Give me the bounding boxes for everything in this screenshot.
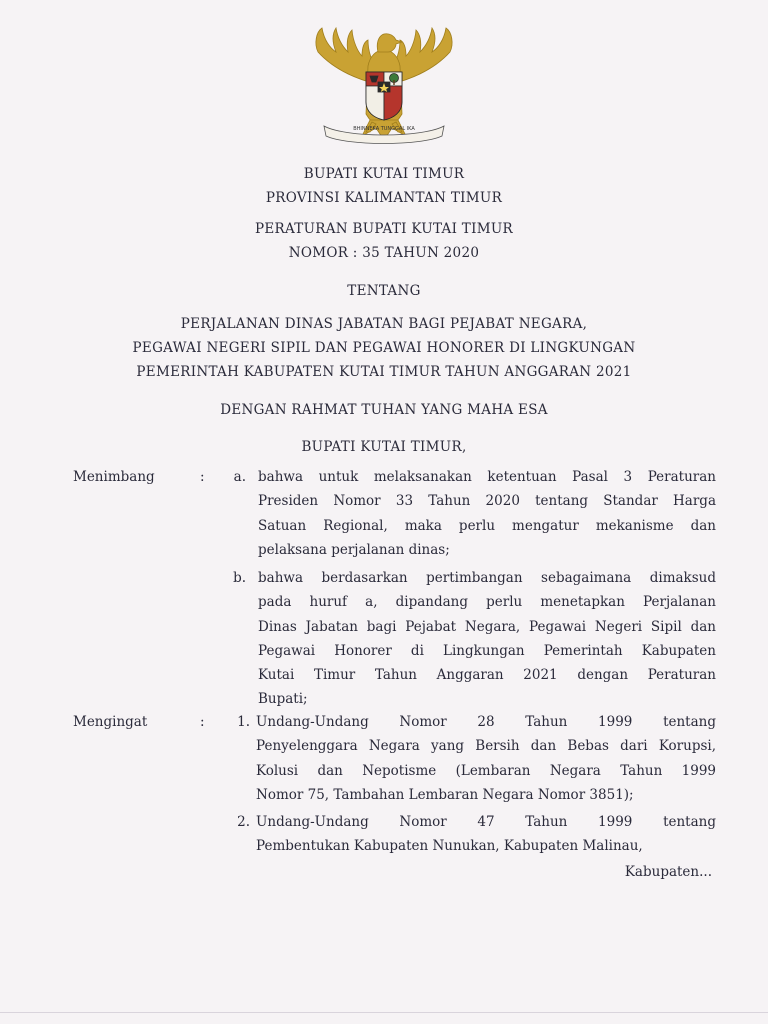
text-line: Pegawai Honorer di Lingkungan Pemerintah Kabupaten [258,642,716,659]
text-line: Pembentukan Kabupaten Nunukan, Kabupaten Malinau, [256,838,643,855]
text-line: Dinas Jabatan bagi Pejabat Negara, Pegawai Negeri Sipil dan [258,618,716,635]
subject-line-3: PEMERINTAH KABUPATEN KUTAI TIMUR TAHUN ANGGARAN 2021 [136,364,632,380]
issuer-title: BUPATI KUTAI TIMUR [303,166,465,182]
page-bottom-edge [0,1012,768,1013]
emblem-motto: BHINNEKA TUNGGAL IKA [353,126,415,132]
preamble-line-1: DENGAN RAHMAT TUHAN YANG MAHA ESA [220,402,548,418]
mengingat-item-1-marker: 1. [237,714,250,730]
preamble-line-2: BUPATI KUTAI TIMUR, [301,439,467,455]
text-line: Undang-Undang Nomor 47 Tahun 1999 tentang [256,814,716,830]
province-title: PROVINSI KALIMANTAN TIMUR [265,190,503,206]
text-line: Bupati; [258,691,308,708]
text-line: Kutai Timur Tahun Anggaran 2021 dengan Peraturan [258,667,716,684]
menimbang-colon: : [200,469,205,485]
text-line: bahwa untuk melaksanakan ketentuan Pasal 3 Peraturan [258,469,716,485]
mengingat-item-2 [256,810,716,859]
regulation-number: NOMOR : 35 TAHUN 2020 [288,245,480,261]
subject-line-2: PEGAWAI NEGERI SIPIL DAN PEGAWAI HONORER DI LINGKUNGAN [132,340,636,356]
regulation-title: PERATURAN BUPATI KUTAI TIMUR [254,221,514,237]
mengingat-item-1 [256,710,716,807]
text-line: Presiden Nomor 33 Tahun 2020 tentang Standar Harga [258,493,716,510]
subject-line-1: PERJALANAN DINAS JABATAN BAGI PEJABAT NEGARA, [180,316,588,332]
menimbang-item-a [258,465,716,562]
menimbang-item-b-marker: b. [233,570,246,586]
text-line: Kolusi dan Nepotisme (Lembaran Negara Tahun 1999 [256,762,716,779]
text-line: pada huruf a, dipandang perlu menetapkan Perjalanan [258,594,716,611]
text-line: Undang-Undang Nomor 28 Tahun 1999 tentang [256,714,716,730]
menimbang-item-a-marker: a. [233,469,246,485]
page-continuation: Kabupaten... [624,864,712,880]
mengingat-label: Mengingat [73,714,148,730]
text-line: Nomor 75, Tambahan Lembaran Negara Nomor 3851); [256,786,634,803]
menimbang-item-b [258,566,716,712]
text-line: Satuan Regional, maka perlu mengatur mekanisme dan [258,517,716,534]
menimbang-label: Menimbang [73,469,155,485]
mengingat-colon: : [200,714,205,730]
text-line: pelaksana perjalanan dinas; [258,541,450,558]
text-line: bahwa berdasarkan pertimbangan sebagaimana dimaksud [258,570,716,586]
mengingat-item-2-marker: 2. [237,814,250,830]
tentang-heading: TENTANG [347,283,421,299]
text-line: Penyelenggara Negara yang Bersih dan Bebas dari Korupsi, [256,738,716,755]
